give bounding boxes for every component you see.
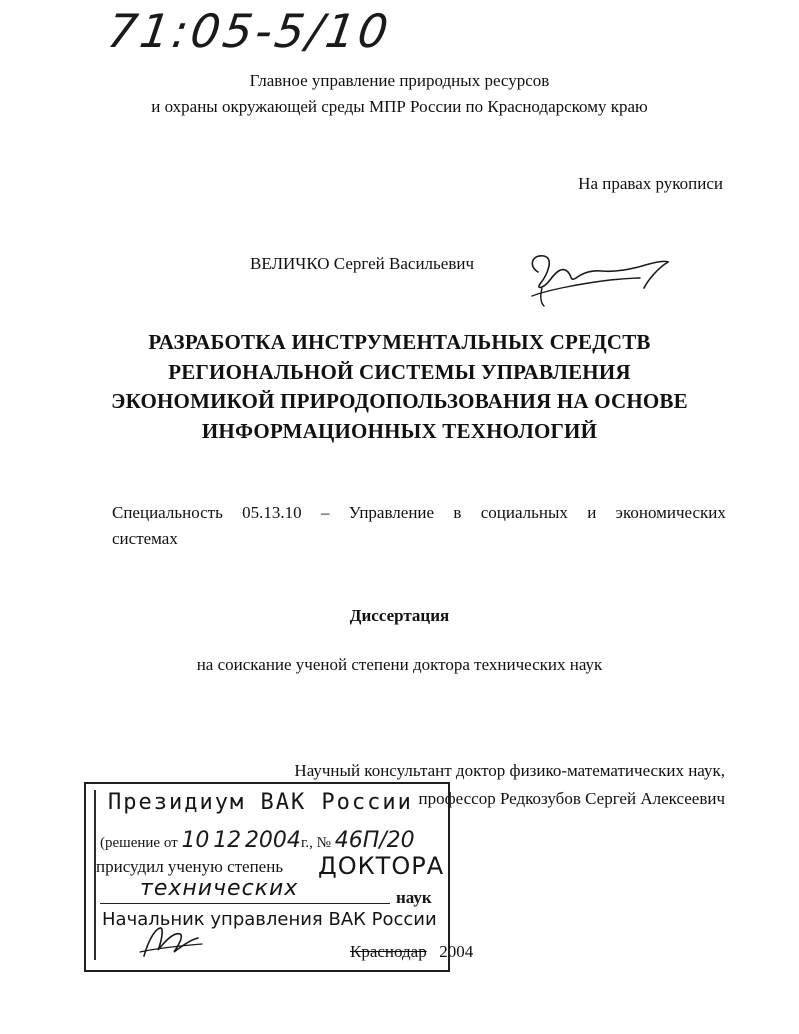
city: Краснодар [350, 942, 427, 961]
degree-statement: на соискание ученой степени доктора технических наук [196, 655, 603, 674]
handwritten-catalog-code: 71:05-5/10 [104, 4, 395, 58]
consultant-line-1: Научный консультант доктор физико-математических наук, [294, 761, 725, 780]
stamp-decision-month: 12 [213, 828, 242, 853]
specialty-word: и [587, 503, 597, 522]
specialty-line-2: системах [112, 529, 178, 548]
stamp-decision-year-suffix: г., № [300, 835, 331, 851]
specialty-word: Управление [348, 503, 435, 522]
stamp-signature [138, 922, 208, 962]
organization-line-2: и охраны окружающей среды МПР России по Краснодарскому краю [151, 97, 648, 116]
stamp-decision-day: 10 [181, 828, 210, 853]
dissertation-title [0, 328, 799, 446]
stamp-decision-prefix: (решение от [100, 835, 178, 851]
author-name: ВЕЛИЧКО Сергей Васильевич [250, 254, 475, 273]
specialty-line-1 [112, 500, 726, 526]
stamp-awarded: присудил ученую степень [96, 857, 284, 876]
manuscript-rights: На правах рукописи [578, 174, 723, 193]
stamp-decision-year: 2004 [244, 828, 301, 853]
stamp-nauk: наук [396, 888, 432, 907]
organization-line-1: Главное управление природных ресурсов [249, 71, 550, 90]
title-line-4: ИНФОРМАЦИОННЫХ ТЕХНОЛОГИЙ [201, 418, 598, 443]
stamp-field-underline [100, 903, 390, 904]
stamp-field-handwritten: технических [140, 876, 299, 901]
specialty-code: 05.13.10 [242, 503, 302, 522]
stamp-decision-number: 46П/20 [334, 828, 415, 853]
year: 2004 [439, 942, 474, 961]
stamp-head-title: Начальник управления ВАК России [102, 909, 437, 930]
consultant-line-2: профессор Редкозубов Сергей Алексеевич [418, 789, 725, 808]
title-line-1: РАЗРАБОТКА ИНСТРУМЕНТАЛЬНЫХ СРЕДСТВ [148, 330, 651, 354]
stamp-decision [100, 828, 415, 853]
author-signature [518, 244, 678, 314]
title-line-3: ЭКОНОМИКОЙ ПРИРОДОПОЛЬЗОВАНИЯ НА ОСНОВЕ [111, 389, 688, 413]
specialty-dash: – [320, 503, 330, 522]
specialty [112, 500, 726, 552]
specialty-word: Специальность [112, 503, 223, 522]
specialty-word: социальных [480, 503, 568, 522]
stamp-presidium: Президиум ВАК России [108, 790, 413, 815]
specialty-word: экономических [615, 503, 726, 522]
stamp-degree-word: ДОКТОРА [318, 852, 445, 880]
specialty-word: в [453, 503, 462, 522]
document-type: Диссертация [349, 606, 450, 625]
title-line-2: РЕГИОНАЛЬНОЙ СИСТЕМЫ УПРАВЛЕНИЯ [168, 359, 631, 384]
